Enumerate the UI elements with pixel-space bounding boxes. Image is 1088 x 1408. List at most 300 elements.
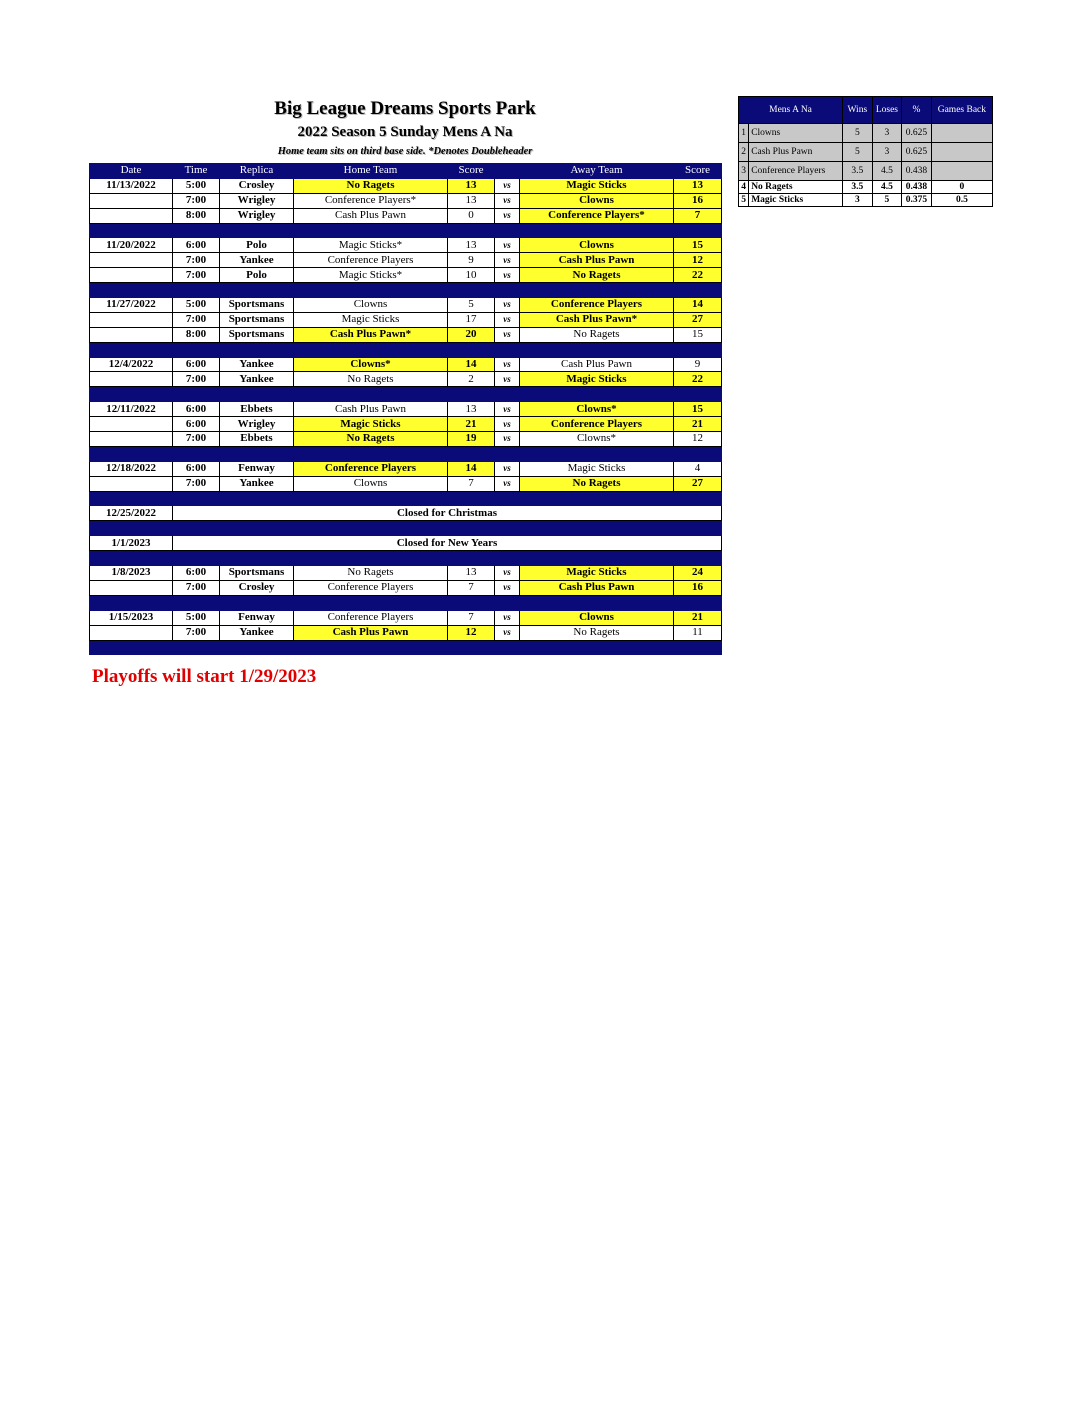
separator-cell bbox=[520, 551, 674, 566]
separator-cell bbox=[495, 387, 520, 402]
game-time: 7:00 bbox=[173, 372, 220, 387]
separator-cell bbox=[448, 342, 495, 357]
home-score: 10 bbox=[448, 268, 495, 283]
separator-cell bbox=[520, 595, 674, 610]
game-time: 8:00 bbox=[173, 208, 220, 223]
game-row bbox=[90, 193, 722, 208]
home-score: 9 bbox=[448, 253, 495, 268]
game-date bbox=[90, 580, 173, 595]
column-header: Score bbox=[448, 164, 495, 179]
separator-cell bbox=[674, 223, 722, 238]
separator-cell bbox=[220, 521, 294, 536]
home-score: 12 bbox=[448, 625, 495, 640]
away-team: Conference Players bbox=[520, 298, 674, 313]
away-team: Magic Sticks bbox=[520, 566, 674, 581]
game-date: 12/18/2022 bbox=[90, 461, 173, 476]
team-wins: 3.5 bbox=[843, 162, 873, 181]
separator-row bbox=[90, 551, 722, 566]
separator-cell bbox=[520, 446, 674, 461]
home-team: Conference Players* bbox=[294, 193, 448, 208]
schedule-table bbox=[89, 163, 722, 655]
field-replica: Yankee bbox=[220, 357, 294, 372]
game-date bbox=[90, 268, 173, 283]
separator-cell bbox=[520, 283, 674, 298]
home-team: Magic Sticks* bbox=[294, 238, 448, 253]
separator-cell bbox=[674, 342, 722, 357]
away-team: Clowns* bbox=[520, 402, 674, 417]
home-team: Cash Plus Pawn bbox=[294, 208, 448, 223]
separator-cell bbox=[520, 521, 674, 536]
separator-cell bbox=[448, 387, 495, 402]
vs-label: vs bbox=[495, 327, 520, 342]
team-rank: 1 bbox=[739, 124, 749, 143]
home-score: 19 bbox=[448, 432, 495, 447]
team-loses: 5 bbox=[872, 194, 902, 207]
vs-label: vs bbox=[495, 402, 520, 417]
home-score: 7 bbox=[448, 476, 495, 491]
away-score: 27 bbox=[674, 312, 722, 327]
team-wins: 5 bbox=[843, 124, 873, 143]
separator-cell bbox=[448, 595, 495, 610]
separator-cell bbox=[674, 521, 722, 536]
game-row bbox=[90, 610, 722, 625]
home-team: Clowns bbox=[294, 298, 448, 313]
schedule-header-row bbox=[90, 164, 722, 179]
field-replica: Yankee bbox=[220, 476, 294, 491]
vs-label: vs bbox=[495, 253, 520, 268]
home-team: Cash Plus Pawn bbox=[294, 402, 448, 417]
separator-cell bbox=[173, 640, 220, 655]
away-score: 12 bbox=[674, 432, 722, 447]
game-row bbox=[90, 372, 722, 387]
standings-row bbox=[739, 143, 993, 162]
away-team: Clowns bbox=[520, 238, 674, 253]
home-team: No Ragets bbox=[294, 566, 448, 581]
vs-label: vs bbox=[495, 298, 520, 313]
game-date bbox=[90, 417, 173, 432]
away-score: 15 bbox=[674, 402, 722, 417]
team-loses: 3 bbox=[872, 143, 902, 162]
game-time: 5:00 bbox=[173, 298, 220, 313]
game-row bbox=[90, 238, 722, 253]
separator-cell bbox=[294, 491, 448, 506]
game-date bbox=[90, 327, 173, 342]
away-team: Cash Plus Pawn bbox=[520, 357, 674, 372]
team-rank: 2 bbox=[739, 143, 749, 162]
standings-row bbox=[739, 124, 993, 143]
separator-cell bbox=[90, 446, 173, 461]
standings-header-row bbox=[739, 97, 993, 124]
game-date: 11/20/2022 bbox=[90, 238, 173, 253]
home-team: Conference Players bbox=[294, 610, 448, 625]
separator-cell bbox=[220, 595, 294, 610]
closed-row bbox=[90, 536, 722, 551]
away-team: Cash Plus Pawn* bbox=[520, 312, 674, 327]
separator-cell bbox=[674, 387, 722, 402]
away-team: No Ragets bbox=[520, 268, 674, 283]
separator-cell bbox=[220, 387, 294, 402]
game-time: 6:00 bbox=[173, 402, 220, 417]
team-wins: 3 bbox=[843, 194, 873, 207]
home-team: Magic Sticks* bbox=[294, 268, 448, 283]
team-pct: 0.625 bbox=[902, 124, 932, 143]
vs-label: vs bbox=[495, 461, 520, 476]
separator-cell bbox=[220, 223, 294, 238]
game-row bbox=[90, 566, 722, 581]
column-header: Mens A Na bbox=[739, 97, 843, 124]
game-row bbox=[90, 327, 722, 342]
home-score: 13 bbox=[448, 402, 495, 417]
separator-cell bbox=[674, 595, 722, 610]
separator-cell bbox=[495, 551, 520, 566]
team-rank: 3 bbox=[739, 162, 749, 181]
team-pct: 0.375 bbox=[902, 194, 932, 207]
separator-row bbox=[90, 223, 722, 238]
separator-row bbox=[90, 521, 722, 536]
separator-cell bbox=[294, 223, 448, 238]
separator-cell bbox=[495, 223, 520, 238]
separator-cell bbox=[520, 387, 674, 402]
field-replica: Sportsmans bbox=[220, 298, 294, 313]
away-score: 16 bbox=[674, 193, 722, 208]
home-score: 21 bbox=[448, 417, 495, 432]
field-replica: Sportsmans bbox=[220, 566, 294, 581]
separator-cell bbox=[220, 446, 294, 461]
field-replica: Polo bbox=[220, 268, 294, 283]
separator-cell bbox=[448, 551, 495, 566]
team-rank: 5 bbox=[739, 194, 749, 207]
home-score: 2 bbox=[448, 372, 495, 387]
game-time: 7:00 bbox=[173, 193, 220, 208]
game-date: 11/13/2022 bbox=[90, 178, 173, 193]
away-score: 9 bbox=[674, 357, 722, 372]
field-replica: Ebbets bbox=[220, 432, 294, 447]
away-score: 14 bbox=[674, 298, 722, 313]
separator-cell bbox=[173, 551, 220, 566]
vs-label: vs bbox=[495, 193, 520, 208]
game-time: 5:00 bbox=[173, 178, 220, 193]
column-header: Games Back bbox=[931, 97, 992, 124]
separator-cell bbox=[294, 521, 448, 536]
team-pct: 0.625 bbox=[902, 143, 932, 162]
team-name: Magic Sticks bbox=[749, 194, 843, 207]
field-replica: Fenway bbox=[220, 461, 294, 476]
away-score: 13 bbox=[674, 178, 722, 193]
away-score: 11 bbox=[674, 625, 722, 640]
separator-cell bbox=[674, 640, 722, 655]
separator-cell bbox=[90, 283, 173, 298]
separator-cell bbox=[90, 387, 173, 402]
home-team: Conference Players bbox=[294, 461, 448, 476]
away-team: Magic Sticks bbox=[520, 372, 674, 387]
team-games-back bbox=[931, 162, 992, 181]
page-subtitle: 2022 Season 5 Sunday Mens A Na bbox=[297, 124, 513, 140]
home-score: 17 bbox=[448, 312, 495, 327]
vs-label: vs bbox=[495, 476, 520, 491]
separator-cell bbox=[294, 551, 448, 566]
team-loses: 3 bbox=[872, 124, 902, 143]
away-score: 4 bbox=[674, 461, 722, 476]
away-score: 12 bbox=[674, 253, 722, 268]
field-replica: Sportsmans bbox=[220, 312, 294, 327]
vs-label: vs bbox=[495, 178, 520, 193]
game-time: 7:00 bbox=[173, 268, 220, 283]
home-team: Cash Plus Pawn* bbox=[294, 327, 448, 342]
home-score: 13 bbox=[448, 178, 495, 193]
vs-label: vs bbox=[495, 432, 520, 447]
vs-label: vs bbox=[495, 417, 520, 432]
game-time: 5:00 bbox=[173, 610, 220, 625]
home-score: 14 bbox=[448, 357, 495, 372]
separator-cell bbox=[173, 521, 220, 536]
home-team: Conference Players bbox=[294, 253, 448, 268]
team-loses: 4.5 bbox=[872, 162, 902, 181]
away-team: Magic Sticks bbox=[520, 178, 674, 193]
separator-cell bbox=[495, 521, 520, 536]
vs-label: vs bbox=[495, 357, 520, 372]
column-header: Home Team bbox=[294, 164, 448, 179]
separator-row bbox=[90, 342, 722, 357]
separator-row bbox=[90, 491, 722, 506]
vs-label: vs bbox=[495, 372, 520, 387]
game-date: 1/8/2023 bbox=[90, 566, 173, 581]
game-row bbox=[90, 432, 722, 447]
separator-cell bbox=[90, 521, 173, 536]
separator-cell bbox=[674, 551, 722, 566]
column-header: Score bbox=[674, 164, 722, 179]
column-header: Wins bbox=[843, 97, 873, 124]
away-score: 15 bbox=[674, 238, 722, 253]
home-team: No Ragets bbox=[294, 372, 448, 387]
standings-table bbox=[738, 96, 993, 207]
away-score: 24 bbox=[674, 566, 722, 581]
column-header: Date bbox=[90, 164, 173, 179]
team-wins: 3.5 bbox=[843, 181, 873, 194]
away-score: 16 bbox=[674, 580, 722, 595]
separator-cell bbox=[448, 223, 495, 238]
column-header: Time bbox=[173, 164, 220, 179]
vs-label: vs bbox=[495, 312, 520, 327]
home-score: 13 bbox=[448, 238, 495, 253]
closed-row bbox=[90, 506, 722, 521]
separator-cell bbox=[173, 446, 220, 461]
field-replica: Polo bbox=[220, 238, 294, 253]
home-team: Conference Players bbox=[294, 580, 448, 595]
game-row bbox=[90, 461, 722, 476]
team-loses: 4.5 bbox=[872, 181, 902, 194]
away-score: 21 bbox=[674, 610, 722, 625]
separator-row bbox=[90, 283, 722, 298]
away-team: Magic Sticks bbox=[520, 461, 674, 476]
game-time: 7:00 bbox=[173, 432, 220, 447]
game-row bbox=[90, 298, 722, 313]
separator-cell bbox=[220, 640, 294, 655]
home-team: Magic Sticks bbox=[294, 312, 448, 327]
separator-cell bbox=[674, 283, 722, 298]
column-header: Loses bbox=[872, 97, 902, 124]
team-games-back: 0 bbox=[931, 181, 992, 194]
separator-cell bbox=[495, 283, 520, 298]
separator-row bbox=[90, 446, 722, 461]
game-row bbox=[90, 580, 722, 595]
separator-cell bbox=[520, 223, 674, 238]
field-replica: Crosley bbox=[220, 580, 294, 595]
game-date bbox=[90, 372, 173, 387]
away-team: Conference Players* bbox=[520, 208, 674, 223]
team-pct: 0.438 bbox=[902, 162, 932, 181]
away-team: Clowns* bbox=[520, 432, 674, 447]
field-replica: Wrigley bbox=[220, 208, 294, 223]
away-team: Cash Plus Pawn bbox=[520, 580, 674, 595]
game-date: 1/1/2023 bbox=[90, 536, 173, 551]
separator-cell bbox=[90, 595, 173, 610]
game-date bbox=[90, 312, 173, 327]
game-row bbox=[90, 402, 722, 417]
vs-label: vs bbox=[495, 208, 520, 223]
standings-row bbox=[739, 194, 993, 207]
team-name: Conference Players bbox=[749, 162, 843, 181]
game-date bbox=[90, 193, 173, 208]
away-team: Conference Players bbox=[520, 417, 674, 432]
separator-cell bbox=[90, 491, 173, 506]
separator-cell bbox=[294, 595, 448, 610]
separator-cell bbox=[448, 283, 495, 298]
away-score: 7 bbox=[674, 208, 722, 223]
separator-cell bbox=[90, 223, 173, 238]
field-replica: Yankee bbox=[220, 372, 294, 387]
separator-cell bbox=[173, 595, 220, 610]
separator-cell bbox=[674, 491, 722, 506]
separator-cell bbox=[173, 342, 220, 357]
field-replica: Yankee bbox=[220, 625, 294, 640]
separator-cell bbox=[495, 446, 520, 461]
field-replica: Sportsmans bbox=[220, 327, 294, 342]
away-team: Clowns bbox=[520, 610, 674, 625]
home-score: 5 bbox=[448, 298, 495, 313]
separator-row bbox=[90, 640, 722, 655]
separator-cell bbox=[448, 491, 495, 506]
home-score: 7 bbox=[448, 580, 495, 595]
away-team: No Ragets bbox=[520, 327, 674, 342]
separator-cell bbox=[220, 491, 294, 506]
home-score: 14 bbox=[448, 461, 495, 476]
game-date bbox=[90, 432, 173, 447]
vs-label: vs bbox=[495, 580, 520, 595]
separator-cell bbox=[495, 491, 520, 506]
home-team: Magic Sticks bbox=[294, 417, 448, 432]
away-team: No Ragets bbox=[520, 476, 674, 491]
closed-notice: Closed for Christmas bbox=[173, 506, 722, 521]
team-pct: 0.438 bbox=[902, 181, 932, 194]
separator-cell bbox=[173, 387, 220, 402]
separator-cell bbox=[294, 342, 448, 357]
game-date: 12/11/2022 bbox=[90, 402, 173, 417]
separator-cell bbox=[495, 595, 520, 610]
separator-cell bbox=[520, 342, 674, 357]
separator-cell bbox=[173, 223, 220, 238]
separator-row bbox=[90, 595, 722, 610]
separator-cell bbox=[90, 342, 173, 357]
game-time: 6:00 bbox=[173, 417, 220, 432]
field-replica: Wrigley bbox=[220, 417, 294, 432]
playoffs-notice: Playoffs will start 1/29/2023 bbox=[92, 666, 317, 687]
game-row bbox=[90, 357, 722, 372]
home-team: Cash Plus Pawn bbox=[294, 625, 448, 640]
game-row bbox=[90, 476, 722, 491]
separator-cell bbox=[220, 342, 294, 357]
vs-label: vs bbox=[495, 268, 520, 283]
away-score: 15 bbox=[674, 327, 722, 342]
separator-cell bbox=[90, 640, 173, 655]
field-replica: Ebbets bbox=[220, 402, 294, 417]
game-row bbox=[90, 253, 722, 268]
team-name: No Ragets bbox=[749, 181, 843, 194]
away-score: 21 bbox=[674, 417, 722, 432]
vs-label: vs bbox=[495, 625, 520, 640]
separator-cell bbox=[294, 283, 448, 298]
separator-cell bbox=[220, 551, 294, 566]
game-row bbox=[90, 268, 722, 283]
game-time: 6:00 bbox=[173, 566, 220, 581]
page-note: Home team sits on third base side. *Denotes Doubleheader bbox=[277, 146, 533, 157]
page-title: Big League Dreams Sports Park bbox=[274, 98, 536, 119]
home-team: Clowns* bbox=[294, 357, 448, 372]
game-time: 6:00 bbox=[173, 357, 220, 372]
game-row bbox=[90, 208, 722, 223]
home-team: No Ragets bbox=[294, 178, 448, 193]
game-date bbox=[90, 625, 173, 640]
home-score: 20 bbox=[448, 327, 495, 342]
separator-cell bbox=[495, 342, 520, 357]
team-games-back bbox=[931, 143, 992, 162]
game-time: 6:00 bbox=[173, 238, 220, 253]
separator-cell bbox=[294, 446, 448, 461]
column-header: Away Team bbox=[520, 164, 674, 179]
separator-cell bbox=[220, 283, 294, 298]
game-date bbox=[90, 253, 173, 268]
column-header: % bbox=[902, 97, 932, 124]
vs-label: vs bbox=[495, 238, 520, 253]
game-row bbox=[90, 312, 722, 327]
separator-cell bbox=[173, 283, 220, 298]
away-score: 27 bbox=[674, 476, 722, 491]
game-time: 7:00 bbox=[173, 253, 220, 268]
game-time: 6:00 bbox=[173, 461, 220, 476]
game-date: 11/27/2022 bbox=[90, 298, 173, 313]
home-score: 7 bbox=[448, 610, 495, 625]
team-games-back: 0.5 bbox=[931, 194, 992, 207]
separator-cell bbox=[294, 387, 448, 402]
field-replica: Yankee bbox=[220, 253, 294, 268]
team-name: Cash Plus Pawn bbox=[749, 143, 843, 162]
vs-label: vs bbox=[495, 610, 520, 625]
separator-cell bbox=[520, 491, 674, 506]
separator-cell bbox=[294, 640, 448, 655]
game-time: 7:00 bbox=[173, 312, 220, 327]
separator-cell bbox=[495, 640, 520, 655]
separator-row bbox=[90, 387, 722, 402]
game-date: 1/15/2023 bbox=[90, 610, 173, 625]
separator-cell bbox=[448, 521, 495, 536]
game-time: 7:00 bbox=[173, 476, 220, 491]
field-replica: Crosley bbox=[220, 178, 294, 193]
column-header: Replica bbox=[220, 164, 294, 179]
closed-notice: Closed for New Years bbox=[173, 536, 722, 551]
game-row bbox=[90, 625, 722, 640]
away-team: Cash Plus Pawn bbox=[520, 253, 674, 268]
game-date: 12/25/2022 bbox=[90, 506, 173, 521]
vs-label: vs bbox=[495, 566, 520, 581]
